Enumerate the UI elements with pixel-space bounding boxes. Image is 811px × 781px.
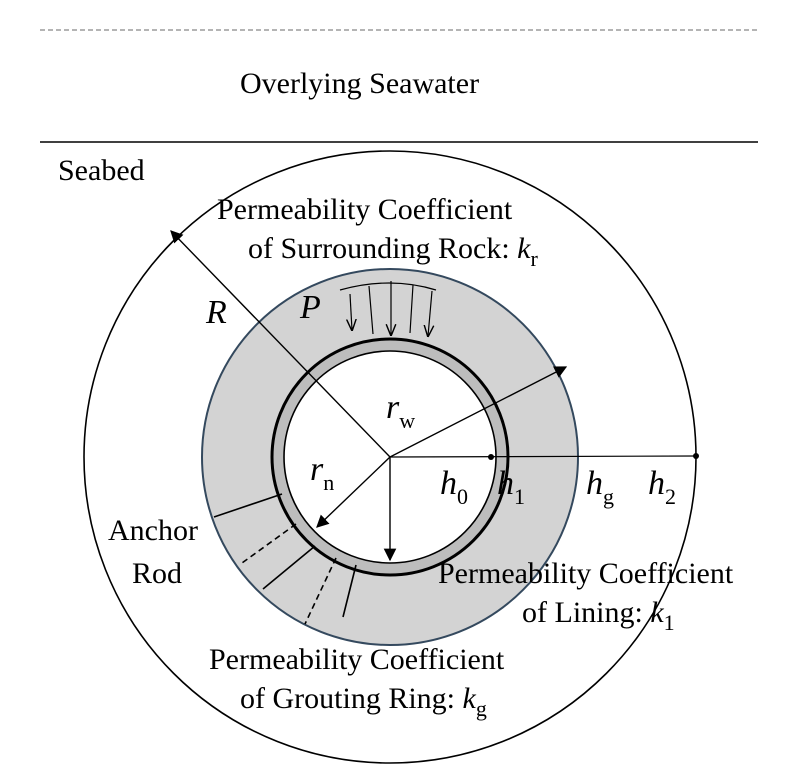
- seabed-label: Seabed: [58, 154, 145, 187]
- grouting-coefficient-line2: of Grouting Ring: $k_g$: [240, 682, 487, 721]
- grouting-coefficient-line1: Permeability Coefficient: [209, 643, 505, 676]
- lining-coefficient-line2: of Lining: $k_1$: [522, 596, 675, 635]
- h1-symbol: $h_1$: [497, 465, 525, 509]
- lining-coefficient-line1: Permeability Coefficient: [438, 557, 734, 590]
- P-symbol: P: [300, 289, 321, 326]
- rock-coefficient-line2: of Surrounding Rock: $k_r$: [248, 232, 538, 271]
- R-symbol: R: [206, 294, 227, 331]
- overlying-seawater-label: Overlying Seawater: [240, 67, 480, 100]
- rw-symbol: $r_w$: [386, 389, 416, 433]
- rn-symbol: $r_n$: [310, 451, 335, 495]
- anchor-rod-label-line2: Rod: [132, 557, 183, 590]
- h2-symbol: $h_2$: [648, 465, 676, 509]
- h0-symbol: $h_0$: [440, 465, 468, 509]
- hg-symbol: $h_g$: [586, 465, 614, 509]
- h2-point: [693, 453, 699, 459]
- rock-coefficient-line1: Permeability Coefficient: [217, 193, 513, 226]
- h0-point: [488, 454, 494, 460]
- anchor-rod-label-line1: Anchor: [108, 514, 198, 547]
